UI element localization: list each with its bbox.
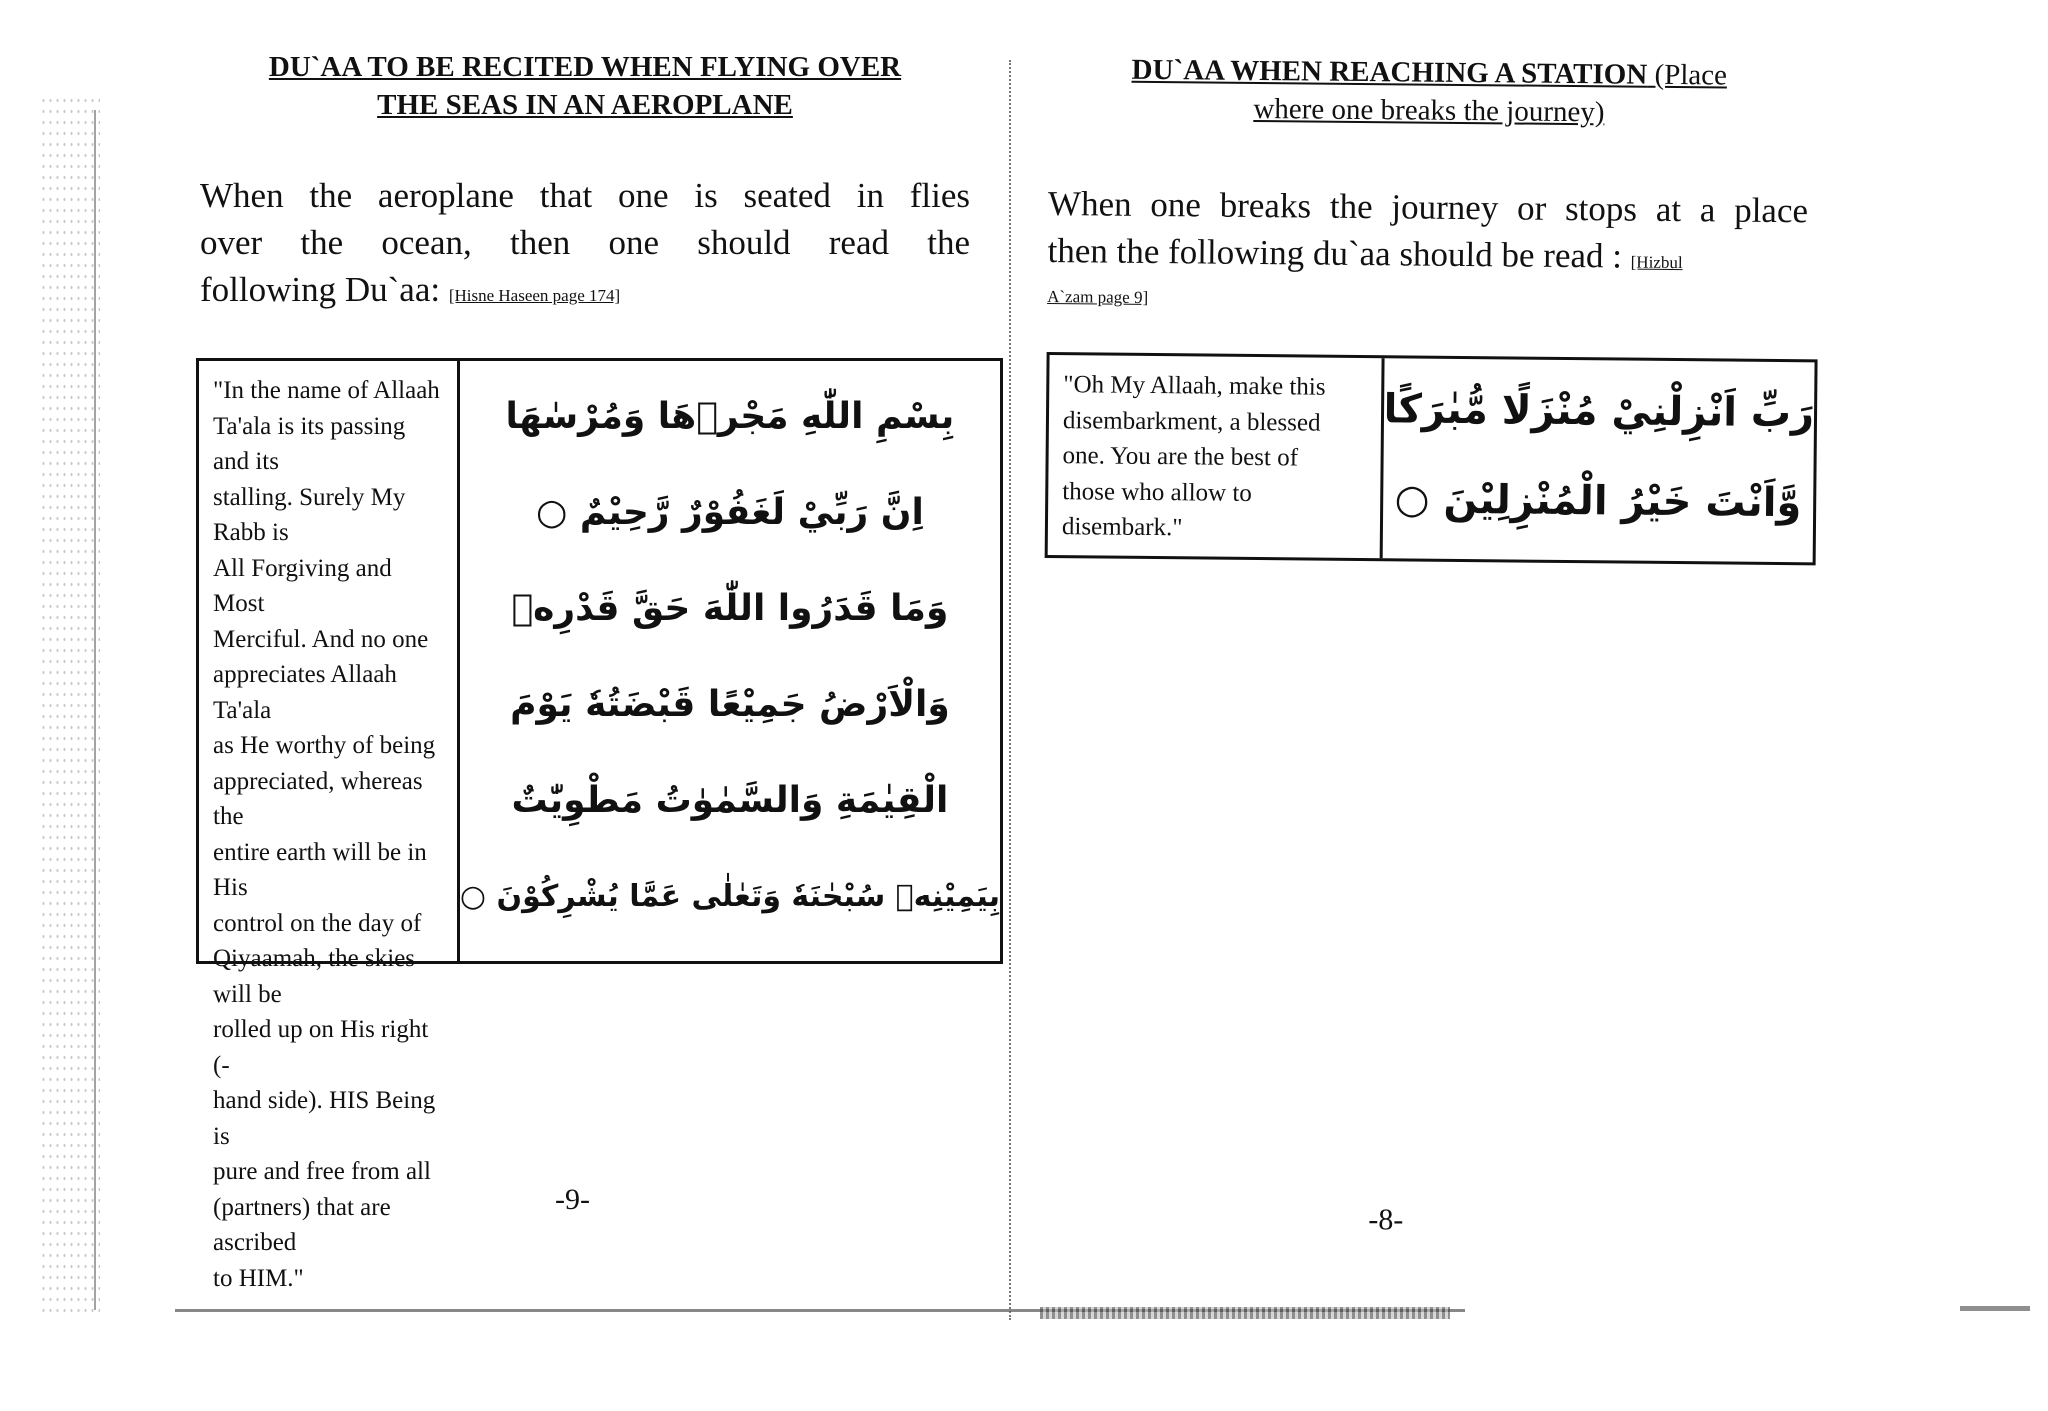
right-title-line2: where one breaks the journey) bbox=[1253, 92, 1605, 129]
translation-line: pure and free from all bbox=[213, 1158, 431, 1185]
right-reference-part1: [Hizbul bbox=[1630, 252, 1683, 273]
left-title bbox=[190, 48, 980, 124]
right-title bbox=[1049, 50, 1810, 133]
translation-line: appreciates Allaah Ta'ala bbox=[213, 661, 397, 724]
translation-line: to HIM." bbox=[213, 1264, 304, 1292]
right-intro bbox=[1047, 180, 1808, 315]
right-intro-line2 bbox=[1047, 227, 1807, 287]
right-intro-line2-text: then the following du`aa should be read : bbox=[1047, 230, 1631, 276]
translation-line: (partners) that are ascribed bbox=[213, 1193, 391, 1256]
left-intro-line3 bbox=[200, 266, 970, 319]
left-page-number: -9- bbox=[555, 1183, 590, 1216]
right-title-note: (Place bbox=[1647, 58, 1728, 92]
translation-line: "In the name of Allaah bbox=[213, 377, 440, 404]
right-intro-line1: When one breaks the journey or stops at a place bbox=[1047, 183, 1809, 231]
right-translation bbox=[1048, 355, 1384, 558]
translation-line: disembark." bbox=[1061, 513, 1183, 542]
arabic-line: وَالْاَرْضُ جَمِيْعًا قَبْضَتُهٗ يَوْمَ bbox=[510, 684, 950, 725]
translation-line: entire earth will be in His bbox=[213, 838, 427, 901]
left-translation bbox=[199, 361, 460, 1292]
right-page bbox=[1047, 0, 1830, 1237]
translation-line: appreciated, whereas the bbox=[213, 767, 423, 830]
left-intro bbox=[200, 172, 970, 319]
scan-left-edge bbox=[94, 110, 96, 1310]
translation-line: "Oh My Allaah, make this bbox=[1063, 371, 1326, 401]
translation-line: as He worthy of being bbox=[213, 732, 436, 759]
arabic-line: اِنَّ رَبِّيْ لَغَفُوْرٌ رَّحِيْمٌ ○ bbox=[535, 492, 924, 533]
page-fold-line bbox=[1009, 60, 1011, 1320]
left-duaa-box bbox=[196, 358, 1003, 1292]
translation-line: control on the day of bbox=[213, 909, 422, 937]
scan-right-edge bbox=[1960, 1306, 2030, 1311]
translation-line: Ta'ala is its passing and its bbox=[213, 412, 406, 475]
arabic-line: رَبِّ اَنْزِلْنِيْ مُنْزَلًا مُّبٰرَكًا bbox=[1383, 386, 1815, 437]
translation-line: hand side). HIS Being is bbox=[213, 1087, 436, 1150]
left-title-line1: DU`AA TO BE RECITED WHEN FLYING OVER bbox=[268, 51, 902, 83]
translation-line: those who allow to bbox=[1062, 477, 1252, 507]
translation-line: stalling. Surely My Rabb is bbox=[213, 483, 406, 546]
right-title-line1 bbox=[1049, 50, 1809, 95]
arabic-line: وَمَا قَدَرُوا اللّٰهَ حَقَّ قَدْرِهٖ bbox=[511, 588, 949, 629]
left-intro-line3-text: following Du`aa: bbox=[200, 270, 449, 309]
right-intro-line3 bbox=[1047, 280, 1807, 315]
left-intro-line1: When the aeroplane that one is seated in flies bbox=[200, 176, 970, 215]
translation-line: rolled up on His right (- bbox=[213, 1016, 429, 1079]
left-title-line2: THE SEAS IN AN AEROPLANE bbox=[377, 89, 793, 121]
right-arabic-text bbox=[1382, 358, 1814, 562]
translation-line: All Forgiving and Most bbox=[213, 554, 392, 617]
arabic-line: بِيَمِيْنِهٖ سُبْحٰنَهٗ وَتَعٰلٰى عَمَّا يُشْرِكُوْنَ ○ bbox=[459, 879, 1000, 914]
arabic-line: بِسْمِ اللّٰهِ مَجْرٖهَا وَمُرْسٰهَا bbox=[505, 396, 955, 437]
arabic-line: الْقِيٰمَةِ وَالسَّمٰوٰتُ مَطْوِيّٰتٌ bbox=[511, 780, 949, 821]
translation-line: Merciful. And no one bbox=[213, 625, 429, 653]
left-intro-line2: over the ocean, then one should read the bbox=[200, 223, 970, 262]
left-reference: [Hisne Haseen page 174] bbox=[448, 286, 621, 305]
translation-line: Qiyaamah, the skies will be bbox=[213, 945, 416, 1008]
translation-line: one. You are the best of bbox=[1062, 442, 1299, 472]
right-title-text: DU`AA WHEN REACHING A STATION bbox=[1131, 53, 1648, 91]
right-duaa-box bbox=[1045, 352, 1818, 565]
left-arabic-text bbox=[460, 361, 1000, 961]
scan-bottom-noise bbox=[1040, 1307, 1450, 1319]
right-page-number: -8- bbox=[1368, 1203, 1404, 1237]
scan-speckle-margin bbox=[40, 95, 100, 1320]
translation-line: disembarkment, a blessed bbox=[1062, 406, 1321, 437]
arabic-line: وَّاَنْتَ خَيْرُ الْمُنْزِلِيْنَ ○ bbox=[1394, 476, 1802, 527]
right-reference-part2: A`zam page 9] bbox=[1047, 286, 1149, 307]
